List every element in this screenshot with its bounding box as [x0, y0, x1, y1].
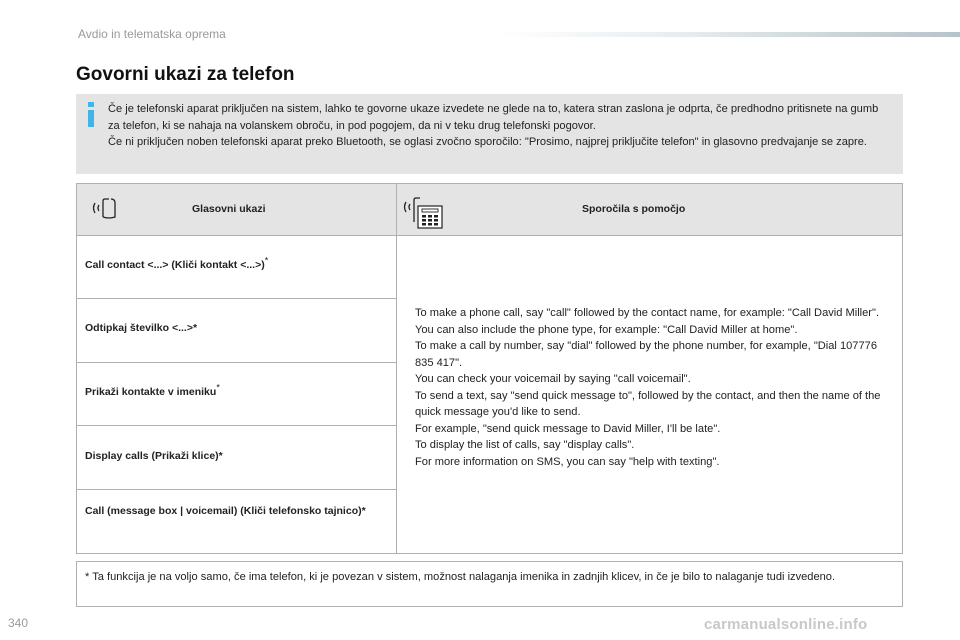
command-row: Prikaži kontakte v imeniku*: [85, 382, 220, 398]
column-header-commands: Glasovni ukazi: [192, 203, 266, 215]
section-header: Avdio in telematska oprema: [78, 27, 226, 41]
row-divider: [77, 298, 396, 299]
info-paragraph: Če ni priključen noben telefonski aparat preko Bluetooth, se oglasi zvočno sporočilo: "Prosimo, najprej priključite telefon" in glasovno predvajanje se zapre.: [108, 136, 867, 148]
command-row: Call contact <...> (Kliči kontakt <...>)*: [85, 255, 269, 271]
commands-table: [76, 183, 903, 554]
help-messages-icon: [403, 190, 447, 230]
info-text: [108, 101, 892, 151]
help-line: To make a call by number, say "dial" followed by the phone number, for example, "Dial 107776 835 417".: [415, 340, 877, 369]
info-icon: [86, 102, 96, 128]
column-divider: [396, 184, 397, 553]
command-row: Odtipkaj številko <...>*: [85, 322, 198, 334]
command-row: Display calls (Prikaži klice)*: [85, 450, 223, 462]
footnote-box: [76, 561, 903, 607]
help-line: To display the list of calls, say "display calls".: [415, 439, 635, 451]
help-line: For more information on SMS, you can say "help with texting".: [415, 455, 720, 468]
command-row: Call (message box | voicemail) (Kliči telefonsko tajnico)*: [85, 505, 366, 517]
row-divider: [77, 425, 396, 426]
help-line: To make a phone call, say "call" followed by the contact name, for example: "Call David Miller".: [415, 307, 880, 319]
help-line: For example, "send quick message to David Miller, I'll be late".: [415, 422, 721, 435]
footnote-text: * Ta funkcija je na voljo samo, če ima telefon, ki je povezan v sistem, možnost nalaganja imenika in zadnjih klicev, in če je bilo to nalaganje tudi izvedeno.: [85, 571, 836, 583]
voice-command-icon: [91, 193, 121, 223]
row-divider: [77, 489, 396, 490]
help-line: You can check your voicemail by saying "call voicemail".: [415, 373, 691, 385]
row-divider: [77, 362, 396, 363]
header-gradient-bar: [500, 32, 960, 37]
help-line: To send a text, say "send quick message to", followed by the contact, and then the name of the quick message you'd like to send.: [415, 389, 881, 418]
watermark: carmanualsonline.info: [704, 616, 868, 633]
help-messages-text: [415, 305, 889, 470]
table-header: [77, 184, 902, 236]
help-line: You can also include the phone type, for example: "Call David Miller at home".: [415, 323, 798, 336]
column-header-help: Sporočila s pomočjo: [582, 203, 686, 215]
page-title: Govorni ukazi za telefon: [76, 64, 295, 85]
info-paragraph: Če je telefonski aparat priključen na sistem, lahko te govorne ukaze izvedete ne glede na to, katera stran zaslona je odprta, če predhodno pritisnete na gumb za telefon, ki se nahaja na volanskem obroču, in pod pogojem, da ni v teku drug telefonski pogovor.: [108, 103, 879, 132]
page-number: 340: [8, 616, 29, 630]
